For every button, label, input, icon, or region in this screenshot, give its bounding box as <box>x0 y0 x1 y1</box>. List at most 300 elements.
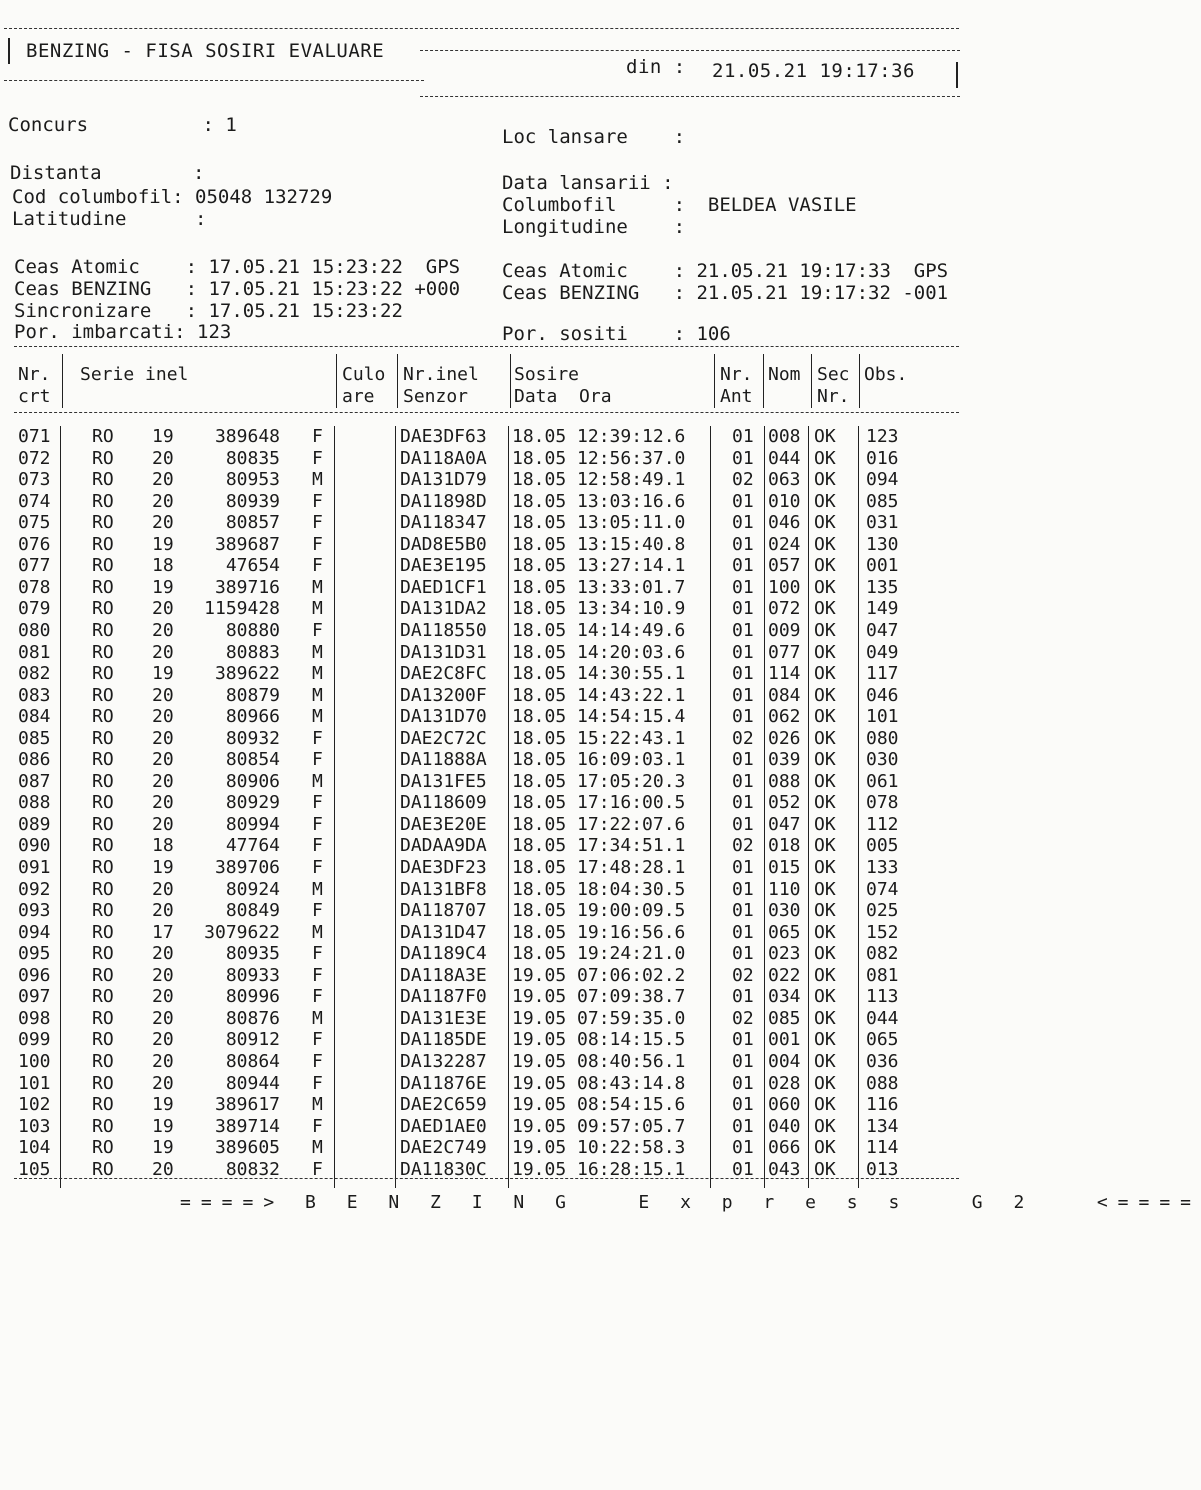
cell-sec-nr: OK <box>814 1007 836 1029</box>
cell-nr-crt: 088 <box>18 792 51 814</box>
table-row <box>14 555 959 577</box>
cell-obs: 047 <box>866 619 899 641</box>
cell-arrival: 18.05 17:22:07.6 <box>512 813 686 835</box>
cell-sensor-ring: DADAA9DA <box>400 835 487 857</box>
cell-sec-nr: OK <box>814 1115 836 1137</box>
cell-nom: 100 <box>768 576 801 598</box>
cell-country: RO <box>92 641 114 663</box>
cell-nom: 024 <box>768 533 801 555</box>
data-lansarii-field: Data lansarii : <box>502 172 674 194</box>
cell-sex: F <box>312 835 323 857</box>
cell-obs: 016 <box>866 447 899 469</box>
latitudine-field: Latitudine : <box>12 208 207 230</box>
cell-country: RO <box>92 512 114 534</box>
cell-arrival: 18.05 14:54:15.4 <box>512 706 686 728</box>
header-bottom-border <box>14 412 959 413</box>
cell-sec-nr: OK <box>814 555 836 577</box>
cell-arrival: 18.05 12:39:12.6 <box>512 426 686 447</box>
cell-nom: 065 <box>768 921 801 943</box>
cell-arrival: 18.05 19:16:56.6 <box>512 921 686 943</box>
cell-obs: 113 <box>866 986 899 1008</box>
col-sep <box>714 354 715 408</box>
cell-nom: 026 <box>768 727 801 749</box>
cell-arrival: 18.05 13:33:01.7 <box>512 576 686 598</box>
cell-country: RO <box>92 1094 114 1116</box>
cell-nr-ant: 01 <box>732 900 754 922</box>
cell-ring-number: 80924 <box>225 878 280 900</box>
cell-sex: F <box>312 426 323 447</box>
cell-year: 20 <box>152 447 174 469</box>
header-mid-border <box>420 50 960 51</box>
cell-obs: 013 <box>866 1158 899 1180</box>
cell-year: 20 <box>152 641 174 663</box>
cell-sex: F <box>312 964 323 986</box>
cell-nr-ant: 01 <box>732 878 754 900</box>
cell-year: 20 <box>152 749 174 771</box>
cell-nr-crt: 083 <box>18 684 51 706</box>
cell-year: 18 <box>152 835 174 857</box>
cell-ring-number: 80966 <box>225 706 280 728</box>
cell-ring-number: 80832 <box>225 1158 280 1180</box>
header-sosire: Sosire Data Ora <box>514 364 612 407</box>
cell-year: 20 <box>152 598 174 620</box>
cell-obs: 152 <box>866 921 899 943</box>
cell-obs: 082 <box>866 943 899 965</box>
cell-obs: 078 <box>866 792 899 814</box>
cell-country: RO <box>92 533 114 555</box>
cell-year: 20 <box>152 619 174 641</box>
cell-nr-ant: 01 <box>732 792 754 814</box>
col-sep <box>336 354 337 408</box>
cell-ring-number: 389617 <box>214 1094 280 1116</box>
cell-sex: F <box>312 1115 323 1137</box>
cell-sex: F <box>312 555 323 577</box>
cell-obs: 081 <box>866 964 899 986</box>
cell-ring-number: 80933 <box>225 964 280 986</box>
cell-sensor-ring: DAE3DF23 <box>400 857 487 878</box>
cell-sensor-ring: DA131D47 <box>400 921 487 943</box>
cell-arrival: 18.05 17:16:00.5 <box>512 792 686 814</box>
cell-arrival: 18.05 16:09:03.1 <box>512 749 686 771</box>
print-date-label: din : <box>626 56 686 78</box>
cell-country: RO <box>92 1029 114 1051</box>
cell-nr-ant: 01 <box>732 576 754 598</box>
cell-nom: 040 <box>768 1115 801 1137</box>
cell-nr-crt: 084 <box>18 706 51 728</box>
table-row <box>14 814 959 836</box>
cell-ring-number: 80857 <box>225 512 280 534</box>
cell-obs: 117 <box>866 663 899 685</box>
cell-country: RO <box>92 598 114 620</box>
table-row <box>14 426 959 448</box>
cell-sec-nr: OK <box>814 1158 836 1180</box>
cell-sec-nr: OK <box>814 878 836 900</box>
cell-sec-nr: OK <box>814 426 836 447</box>
cell-sec-nr: OK <box>814 533 836 555</box>
cell-sex: M <box>312 1137 323 1159</box>
cell-sensor-ring: DA131D31 <box>400 641 487 663</box>
cell-sensor-ring: DA118609 <box>400 792 487 814</box>
cell-sex: F <box>312 1050 323 1072</box>
table-row <box>14 469 959 491</box>
cell-nr-ant: 01 <box>732 986 754 1008</box>
cell-arrival: 18.05 14:20:03.6 <box>512 641 686 663</box>
cell-nr-crt: 080 <box>18 619 51 641</box>
table-bottom-border <box>14 1178 959 1179</box>
cell-nr-crt: 089 <box>18 813 51 835</box>
cell-nr-crt: 085 <box>18 727 51 749</box>
cell-ring-number: 80996 <box>225 986 280 1008</box>
cell-arrival: 18.05 13:05:11.0 <box>512 512 686 534</box>
cell-ring-number: 389605 <box>214 1137 280 1159</box>
cell-nr-crt: 098 <box>18 1007 51 1029</box>
cell-sex: F <box>312 619 323 641</box>
cell-nr-ant: 01 <box>732 512 754 534</box>
cell-sensor-ring: DA132287 <box>400 1050 487 1072</box>
cell-country: RO <box>92 1137 114 1159</box>
cell-obs: 135 <box>866 576 899 598</box>
cell-obs: 101 <box>866 706 899 728</box>
header-bottom-right-border <box>420 96 960 97</box>
cell-sex: F <box>312 727 323 749</box>
cell-nr-ant: 01 <box>732 706 754 728</box>
cell-nr-ant: 01 <box>732 533 754 555</box>
cell-obs: 085 <box>866 490 899 512</box>
cell-obs: 094 <box>866 469 899 491</box>
cell-ring-number: 80864 <box>225 1050 280 1072</box>
cell-sec-nr: OK <box>814 727 836 749</box>
table-row <box>14 512 959 534</box>
cell-obs: 130 <box>866 533 899 555</box>
cell-arrival: 19.05 07:59:35.0 <box>512 1007 686 1029</box>
cell-nr-crt: 078 <box>18 576 51 598</box>
cell-year: 17 <box>152 921 174 943</box>
cell-obs: 134 <box>866 1115 899 1137</box>
cell-sec-nr: OK <box>814 813 836 835</box>
cell-nr-ant: 01 <box>732 641 754 663</box>
cell-sensor-ring: DAED1CF1 <box>400 576 487 598</box>
cell-obs: 005 <box>866 835 899 857</box>
cell-nr-ant: 01 <box>732 490 754 512</box>
header-culoare: Culo are <box>342 364 386 407</box>
cell-ring-number: 389716 <box>214 576 280 598</box>
col-sep <box>397 354 398 408</box>
cell-sec-nr: OK <box>814 1050 836 1072</box>
footer-banner: ====> B E N Z I N G E x p r e s s G 2 <==== <box>180 1192 1201 1213</box>
cell-country: RO <box>92 706 114 728</box>
cell-year: 20 <box>152 770 174 792</box>
cell-country: RO <box>92 921 114 943</box>
cell-sensor-ring: DA11830C <box>400 1158 487 1180</box>
cell-country: RO <box>92 835 114 857</box>
cell-year: 20 <box>152 878 174 900</box>
cell-nr-ant: 01 <box>732 749 754 771</box>
cell-nr-ant: 01 <box>732 1158 754 1180</box>
cell-sensor-ring: DAE2C8FC <box>400 663 487 685</box>
cell-country: RO <box>92 426 114 447</box>
cell-arrival: 18.05 12:58:49.1 <box>512 469 686 491</box>
cell-nr-crt: 104 <box>18 1137 51 1159</box>
cell-sex: F <box>312 1158 323 1180</box>
cell-sec-nr: OK <box>814 770 836 792</box>
cell-nom: 028 <box>768 1072 801 1094</box>
cell-nr-ant: 02 <box>732 469 754 491</box>
cell-nr-crt: 073 <box>18 469 51 491</box>
cell-year: 20 <box>152 512 174 534</box>
ceas-benzing-end: Ceas BENZING : 21.05.21 19:17:32 -001 <box>502 282 949 304</box>
cell-sex: F <box>312 1029 323 1051</box>
cell-arrival: 19.05 09:57:05.7 <box>512 1115 686 1137</box>
cell-sex: F <box>312 900 323 922</box>
cell-sec-nr: OK <box>814 835 836 857</box>
cell-sex: F <box>312 447 323 469</box>
cell-arrival: 18.05 15:22:43.1 <box>512 727 686 749</box>
cell-obs: 133 <box>866 857 899 878</box>
cell-year: 20 <box>152 1050 174 1072</box>
col-sep <box>859 354 860 408</box>
cell-sensor-ring: DAED1AE0 <box>400 1115 487 1137</box>
cell-sec-nr: OK <box>814 706 836 728</box>
cell-country: RO <box>92 576 114 598</box>
por-imbarcati-field: Por. imbarcati: 123 <box>14 321 232 343</box>
cell-year: 18 <box>152 555 174 577</box>
cell-sex: M <box>312 576 323 598</box>
table-row <box>14 598 959 620</box>
table-row <box>14 835 959 857</box>
cell-year: 19 <box>152 1094 174 1116</box>
cell-sensor-ring: DA131D70 <box>400 706 487 728</box>
cell-year: 20 <box>152 490 174 512</box>
header-obs: Obs. <box>864 364 908 385</box>
cell-obs: 080 <box>866 727 899 749</box>
cell-country: RO <box>92 684 114 706</box>
cell-nr-crt: 103 <box>18 1115 51 1137</box>
cell-nr-crt: 081 <box>18 641 51 663</box>
cell-country: RO <box>92 469 114 491</box>
cell-sensor-ring: DAD8E5B0 <box>400 533 487 555</box>
cell-sensor-ring: DA11898D <box>400 490 487 512</box>
cell-nom: 052 <box>768 792 801 814</box>
cell-nr-ant: 01 <box>732 1029 754 1051</box>
cell-sensor-ring: DAE2C659 <box>400 1094 487 1116</box>
cell-country: RO <box>92 1007 114 1029</box>
cell-nr-ant: 02 <box>732 835 754 857</box>
cell-sex: F <box>312 813 323 835</box>
cell-ring-number: 80953 <box>225 469 280 491</box>
cell-year: 20 <box>152 964 174 986</box>
cell-ring-number: 80879 <box>225 684 280 706</box>
cell-ring-number: 80883 <box>225 641 280 663</box>
cell-nom: 114 <box>768 663 801 685</box>
cell-sensor-ring: DAE3DF63 <box>400 426 487 447</box>
cell-arrival: 19.05 08:40:56.1 <box>512 1050 686 1072</box>
cell-obs: 036 <box>866 1050 899 1072</box>
cell-sec-nr: OK <box>814 986 836 1008</box>
cell-sensor-ring: DAE3E20E <box>400 813 487 835</box>
cell-nom: 034 <box>768 986 801 1008</box>
document-title: BENZING - FISA SOSIRI EVALUARE <box>26 40 385 62</box>
cell-year: 19 <box>152 426 174 447</box>
header-nom: Nom <box>768 364 801 385</box>
cell-year: 20 <box>152 792 174 814</box>
cell-sex: F <box>312 533 323 555</box>
ceas-atomic-start: Ceas Atomic : 17.05.21 15:23:22 GPS <box>14 256 461 278</box>
cell-country: RO <box>92 1050 114 1072</box>
cell-ring-number: 389648 <box>214 426 280 447</box>
table-row <box>14 534 959 556</box>
cell-arrival: 18.05 14:14:49.6 <box>512 619 686 641</box>
cell-country: RO <box>92 490 114 512</box>
cell-nr-ant: 01 <box>732 1050 754 1072</box>
cell-sensor-ring: DA131FE5 <box>400 770 487 792</box>
cell-year: 20 <box>152 1158 174 1180</box>
cell-nom: 008 <box>768 426 801 447</box>
cell-sec-nr: OK <box>814 964 836 986</box>
cell-country: RO <box>92 770 114 792</box>
cell-sec-nr: OK <box>814 1072 836 1094</box>
header-left-bar <box>8 38 10 64</box>
cell-nom: 088 <box>768 770 801 792</box>
cell-nom: 046 <box>768 512 801 534</box>
cell-sensor-ring: DA1185DE <box>400 1029 487 1051</box>
cell-nr-crt: 100 <box>18 1050 51 1072</box>
cell-arrival: 18.05 13:15:40.8 <box>512 533 686 555</box>
cell-arrival: 18.05 17:34:51.1 <box>512 835 686 857</box>
table-row <box>14 857 959 879</box>
table-row <box>14 1116 959 1138</box>
cell-ring-number: 80906 <box>225 770 280 792</box>
cell-nr-crt: 096 <box>18 964 51 986</box>
cell-obs: 025 <box>866 900 899 922</box>
cell-arrival: 18.05 19:24:21.0 <box>512 943 686 965</box>
concurs-field: Concurs : 1 <box>8 114 237 136</box>
cell-sex: F <box>312 490 323 512</box>
cell-nom: 062 <box>768 706 801 728</box>
cell-ring-number: 80876 <box>225 1007 280 1029</box>
cell-year: 20 <box>152 469 174 491</box>
table-row <box>14 491 959 513</box>
cell-arrival: 19.05 08:54:15.6 <box>512 1094 686 1116</box>
cell-arrival: 18.05 12:56:37.0 <box>512 447 686 469</box>
cell-sex: M <box>312 921 323 943</box>
loc-lansare-field: Loc lansare : <box>502 126 686 148</box>
cell-nom: 063 <box>768 469 801 491</box>
cell-obs: 044 <box>866 1007 899 1029</box>
ceas-atomic-end: Ceas Atomic : 21.05.21 19:17:33 GPS <box>502 260 949 282</box>
table-row <box>14 1094 959 1116</box>
cell-sex: M <box>312 684 323 706</box>
cell-sex: M <box>312 663 323 685</box>
table-row <box>14 685 959 707</box>
cell-nr-crt: 093 <box>18 900 51 922</box>
table-row <box>14 620 959 642</box>
cell-country: RO <box>92 813 114 835</box>
cell-year: 20 <box>152 900 174 922</box>
cell-country: RO <box>92 1158 114 1180</box>
cell-nom: 022 <box>768 964 801 986</box>
cell-ring-number: 80835 <box>225 447 280 469</box>
table-row <box>14 663 959 685</box>
cell-obs: 061 <box>866 770 899 792</box>
cell-country: RO <box>92 749 114 771</box>
cell-nr-ant: 01 <box>732 598 754 620</box>
table-row <box>14 1008 959 1030</box>
cell-sec-nr: OK <box>814 641 836 663</box>
cell-year: 19 <box>152 533 174 555</box>
header-nr-ant: Nr. Ant <box>720 364 753 407</box>
table-row <box>14 642 959 664</box>
cell-year: 20 <box>152 1007 174 1029</box>
cell-sec-nr: OK <box>814 469 836 491</box>
table-top-border <box>14 346 959 347</box>
cell-obs: 049 <box>866 641 899 663</box>
cell-sensor-ring: DA13200F <box>400 684 487 706</box>
cell-year: 20 <box>152 706 174 728</box>
cell-sex: F <box>312 943 323 965</box>
cell-nom: 004 <box>768 1050 801 1072</box>
table-row <box>14 1137 959 1159</box>
cell-nr-crt: 099 <box>18 1029 51 1051</box>
header-right-bar <box>956 62 958 88</box>
col-sep <box>811 354 812 408</box>
cell-sec-nr: OK <box>814 663 836 685</box>
cell-ring-number: 80944 <box>225 1072 280 1094</box>
cell-sec-nr: OK <box>814 684 836 706</box>
cell-nom: 057 <box>768 555 801 577</box>
cell-sex: F <box>312 512 323 534</box>
cell-sex: M <box>312 770 323 792</box>
table-row <box>14 771 959 793</box>
cell-nom: 110 <box>768 878 801 900</box>
cell-sensor-ring: DA1187F0 <box>400 986 487 1008</box>
header-nr-crt: Nr. crt <box>18 364 51 407</box>
cell-arrival: 18.05 19:00:09.5 <box>512 900 686 922</box>
cell-sex: M <box>312 1094 323 1116</box>
cell-arrival: 18.05 13:34:10.9 <box>512 598 686 620</box>
cell-nr-ant: 01 <box>732 1094 754 1116</box>
cell-nr-ant: 01 <box>732 921 754 943</box>
cell-nom: 084 <box>768 684 801 706</box>
cell-arrival: 19.05 08:43:14.8 <box>512 1072 686 1094</box>
table-row <box>14 706 959 728</box>
header-bottom-left-border <box>4 80 424 81</box>
cell-nr-ant: 01 <box>732 1137 754 1159</box>
sincronizare-field: Sincronizare : 17.05.21 15:23:22 <box>14 300 403 322</box>
cell-sex: M <box>312 641 323 663</box>
cell-year: 20 <box>152 1029 174 1051</box>
cell-ring-number: 80929 <box>225 792 280 814</box>
cell-sensor-ring: DA11888A <box>400 749 487 771</box>
cell-sec-nr: OK <box>814 598 836 620</box>
cell-nr-crt: 079 <box>18 598 51 620</box>
cell-sex: M <box>312 706 323 728</box>
cell-arrival: 18.05 17:48:28.1 <box>512 857 686 878</box>
cell-country: RO <box>92 943 114 965</box>
cell-ring-number: 47654 <box>225 555 280 577</box>
table-row <box>14 943 959 965</box>
cell-nr-ant: 02 <box>732 727 754 749</box>
cell-ring-number: 80935 <box>225 943 280 965</box>
cell-sensor-ring: DA131E3E <box>400 1007 487 1029</box>
columbofil-field: Columbofil : BELDEA VASILE <box>502 194 857 216</box>
cell-nr-ant: 01 <box>732 555 754 577</box>
cell-obs: 088 <box>866 1072 899 1094</box>
cell-country: RO <box>92 619 114 641</box>
cell-sec-nr: OK <box>814 619 836 641</box>
header-serie-inel: Serie inel <box>80 364 189 385</box>
cell-nr-crt: 074 <box>18 490 51 512</box>
cell-sec-nr: OK <box>814 490 836 512</box>
